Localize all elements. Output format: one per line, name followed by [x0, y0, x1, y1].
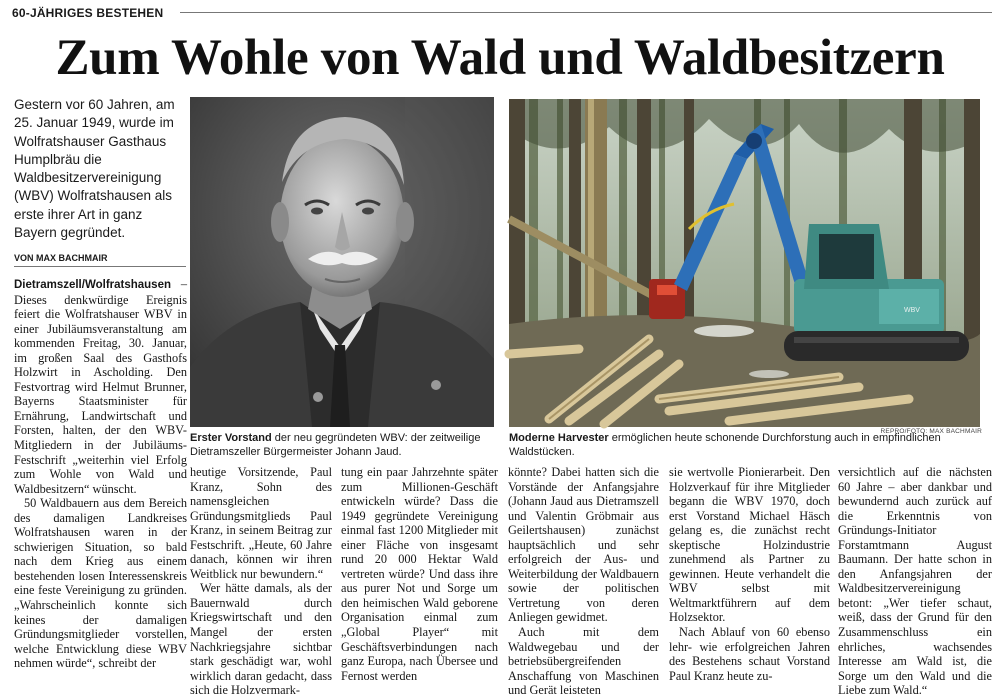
article-paragraph: 50 Waldbauern aus dem Bereich des damaligen Landkreises Wolfratshausen waren in der schwierigen Situation, so bald nach dem Krieg aus einem bestehenden losen Interessenskreis eine feste Vereinigung zu gründen. „Wahrscheinlich konnte sich keines der damaligen Gründungsmitglieder vorstellen, welche Entwicklung diese WBV nehmen würde“, schreibt der [14, 496, 187, 671]
article-text: – Dieses denkwürdige Ereignis feiert die Wolfratshauser WBV in einer Jubiläumsveranstaltung am kommenden Freitag, 30. Januar, im großen Saal des Gasthofs Holzwirt in Ascholding. Den Festvortrag wird Helmut Brunner, Bayerns Staatsminister für Ernährung, Landwirtschaft und Forsten, halten, der den WBV-Mitgliedern in der Jubiläums-Festschrift „weiterhin viel Erfolg zum Wohle von Wald und Waldbesitzern“ wünscht. [14, 277, 187, 496]
portrait-caption-text: der neu gegründeten WBV: der zeitweilige Dietramszeller Bürgermeister Johann Jaud. [190, 432, 481, 458]
article-column-3 [341, 465, 498, 683]
article-paragraph: könnte? Dabei hatten sich die Vorstände der Anfangsjahre (Johann Jaud aus Dietramszell und Valentin Gröbmair aus Geilertshausen) zunächst hauptsächlich und sehr erfolgreich der Aus- und Weiterbildung der Waldbauern sowie der politischen Vertretung von deren Anliegen gewidmet. [508, 465, 659, 625]
article-paragraph: tung ein paar Jahrzehnte später zum Millionen-Geschäft entwickeln würde? Dass die 1949 gegründete Vereinigung einmal fast 1200 Mitglieder mit einer Fläche von insgesamt rund 20 000 Hektar Wald vertreten würde? Und dass ihre aus purer Not und Sorge um den heimischen Wald geborene Organisation einmal zum „Global Player“ mit Geschäftsverbindungen nach ganz Europa, nach Übersee und Fernost werden [341, 465, 498, 683]
harvester-caption [509, 432, 984, 459]
dateline: Dietramszell/Wolfratshausen [14, 279, 172, 291]
portrait-caption-bold: Erster Vorstand [190, 432, 272, 444]
harvester-caption-bold: Moderne Harvester [509, 432, 609, 444]
article-column-5 [669, 465, 830, 683]
article-paragraph: Auch mit dem Waldwegebau und der betriebsübergreifenden Anschaffung von Maschinen und Gerät leisteten [508, 625, 659, 698]
portrait-caption [190, 432, 498, 459]
headline: Zum Wohle von Wald und Waldbesitzern [55, 30, 945, 86]
portrait-photo [190, 97, 494, 427]
article-paragraph: Nach Ablauf von 60 ebenso lehr- wie erfolgreichen Jahren des Bestehens schaut Vorstand Paul Kranz heute zu- [669, 625, 830, 683]
article-paragraph: Wer hätte damals, als der Bauernwald durch Kriegswirtschaft und den Mangel der ersten Nachkriegsjahre sichtbar stark geschädigt war, wohl wirklich daran gedacht, dass sich die Holzvermark- [190, 581, 332, 698]
article-column-1 [14, 277, 187, 675]
article-paragraph: versichtlich auf die nächsten 60 Jahre – aber dankbar und bewundernd auch zurück auf die Erkenntnis von Gründungs-Initiator Forstamtmann August Baumann. Der hatte schon in den Anfangsjahren der Waldbesitzervereinigung betont: „Wer tiefer schaut, weiß, dass der Grund für den Zusammenschluss ein ehrliches, wachsendes Interesse am Wald ist, die Sorge um den Wald und die Liebe zum Wald.“ [838, 465, 992, 698]
article-paragraph [14, 277, 187, 496]
harvester-photo [509, 99, 980, 427]
article-column-4 [508, 465, 659, 698]
harvester-caption-text: ermöglichen heute schonende Durchforstung auch in empfindlichen Waldstücken. [509, 432, 941, 458]
article-column-6 [838, 465, 992, 698]
article-paragraph: sie wertvolle Pionierarbeit. Den Holzverkauf für ihre Mitglieder begann die WBV 1970, doch erst Vorstand Michael Häsch gelang es, die zunächst recht skeptische Holzindustrie zunehmend als Partner zu gewinnen. Heute verhandelt die WBV selbst mit Weltmarktführern auf dem Holzsektor. [669, 465, 830, 625]
photo-credit: REPRO/FOTO: MAX BACHMAIR [880, 428, 982, 435]
kicker-rule [180, 12, 992, 13]
byline: VON MAX BACHMAIR [14, 253, 186, 267]
lead-paragraph: Gestern vor 60 Jahren, am 25. Januar 1949, wurde im Wolfratshauser Gasthaus Humplbräu die Waldbesitzervereinigung (WBV) Wolfratshausen als erste ihrer Art in ganz Bayern gegründet. [14, 97, 175, 241]
section-kicker: 60-JÄHRIGES BESTEHEN [12, 6, 164, 20]
machine-lettering: WBV [904, 307, 920, 314]
article-column-2 [190, 465, 332, 698]
article-paragraph: heutige Vorsitzende, Paul Kranz, Sohn des namensgleichen Gründungsmitglieds Paul Kranz, in seinem Beitrag zur Festschrift. „Heute, 60 Jahre danach, können wir ihren Weitblick nur bewundern.“ [190, 465, 332, 581]
